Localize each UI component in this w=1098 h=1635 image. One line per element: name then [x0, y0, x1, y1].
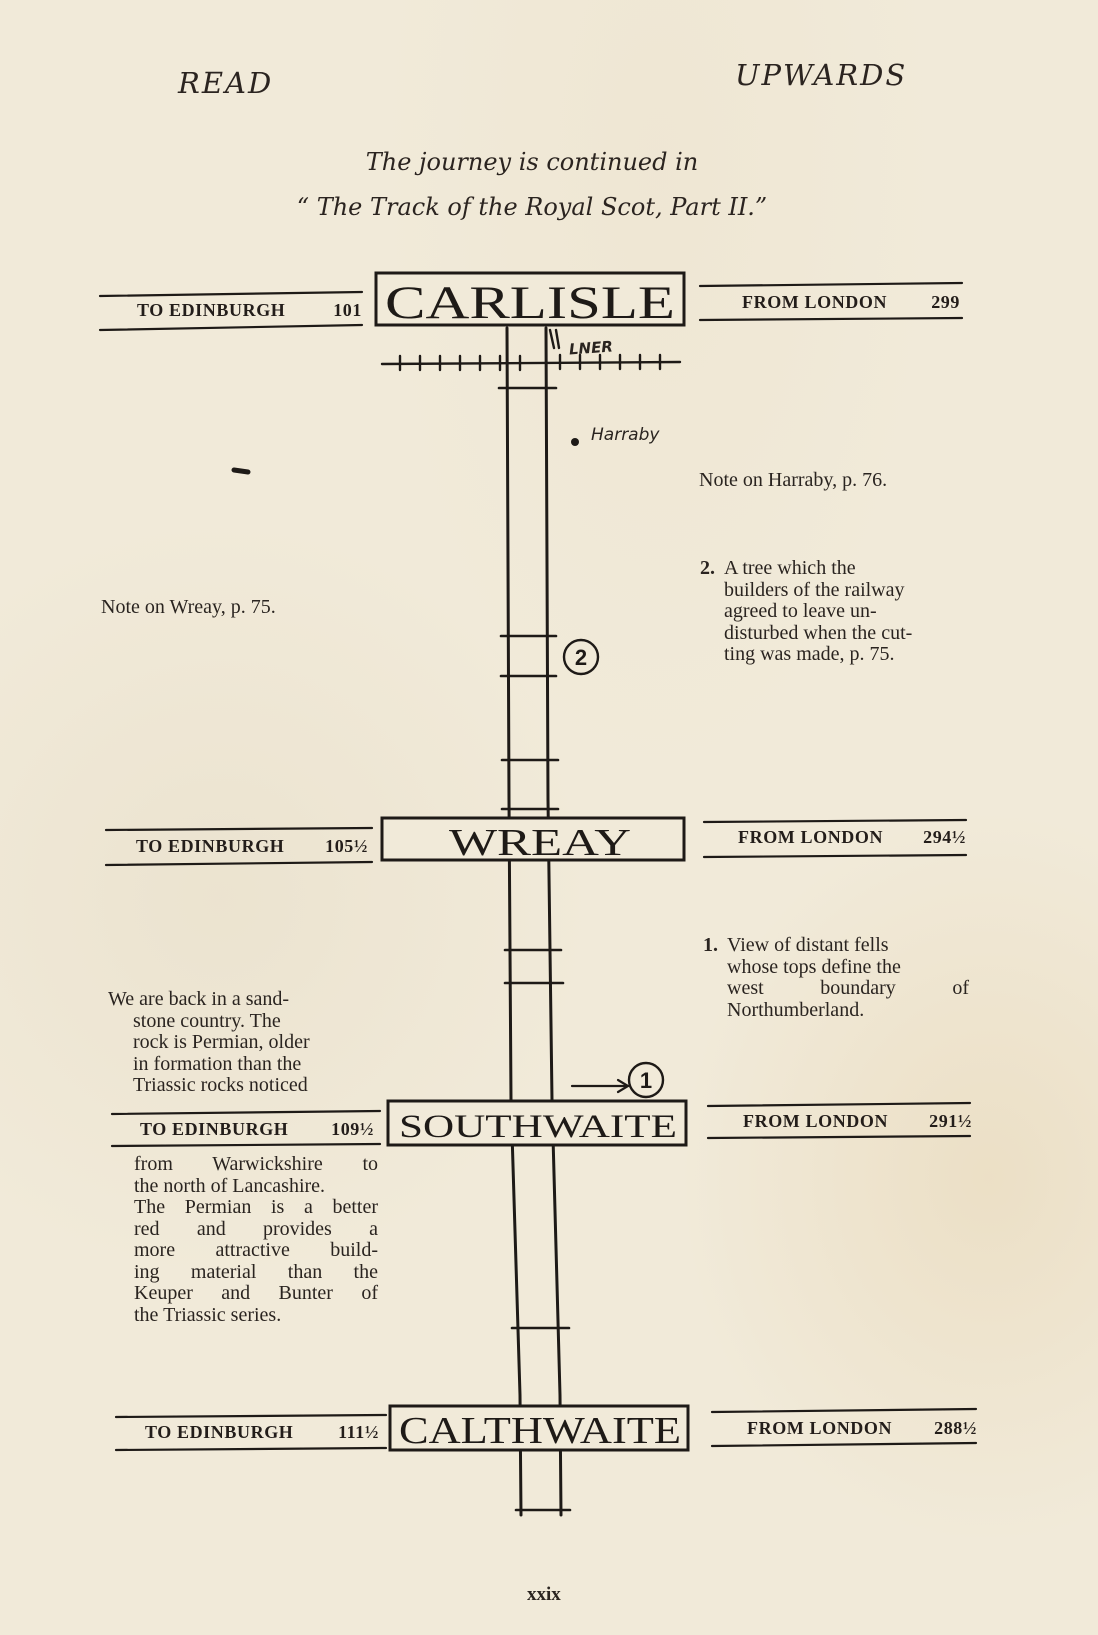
note-sandstone-line: red and provides a	[134, 1217, 378, 1240]
railway-track	[507, 328, 561, 1515]
note-sandstone-line: stone country. The	[133, 1009, 281, 1032]
to-edinburgh-label: TO EDINBURGH	[136, 836, 285, 856]
harraby-label: Harraby	[591, 425, 660, 445]
note-sandstone-line: Keuper and Bunter of	[134, 1282, 378, 1304]
from-london-miles: 291½	[929, 1111, 972, 1131]
southwaite-from-london	[743, 1111, 972, 1135]
note-tree-number: 2.	[700, 557, 715, 579]
from-london-miles: 294½	[923, 827, 966, 847]
note-tree-line: disturbed when the cut-	[724, 621, 913, 644]
from-london-miles: 299	[931, 292, 960, 312]
note-harraby: Note on Harraby, p. 76.	[699, 469, 888, 491]
note-fells-line: Northumberland.	[727, 998, 865, 1021]
wreay-to-edinburgh	[136, 836, 368, 860]
note-sandstone-line: from Warwickshire to	[134, 1153, 378, 1175]
calthwaite-to-edinburgh	[145, 1422, 379, 1446]
note-sandstone-line: Triassic rocks noticed	[133, 1074, 308, 1096]
to-edinburgh-miles: 101	[333, 300, 362, 320]
note-tree-line: builders of the railway	[724, 578, 905, 601]
note-fells-number: 1.	[703, 934, 718, 956]
wreay-from-london	[738, 827, 966, 851]
to-edinburgh-miles: 111½	[338, 1422, 379, 1442]
note-fells-line: west boundary of	[727, 977, 969, 999]
note-sandstone-line: rock is Permian, older	[133, 1031, 310, 1053]
station-name-wreay: WREAY	[449, 822, 631, 864]
carlisle-to-edinburgh	[137, 300, 362, 324]
from-london-label: FROM LONDON	[747, 1418, 893, 1438]
to-edinburgh-label: TO EDINBURGH	[140, 1119, 289, 1139]
page-number: xxix	[527, 1584, 561, 1605]
from-london-miles: 288½	[934, 1418, 977, 1438]
ink-speck	[234, 470, 248, 472]
note-tree-line: A tree which the	[724, 557, 856, 579]
lner-label: LNER	[568, 337, 614, 359]
note-sandstone-upper	[108, 989, 376, 1097]
station-name-southwaite: SOUTHWAITE	[399, 1109, 677, 1145]
note-tree	[700, 558, 965, 666]
from-london-label: FROM LONDON	[742, 292, 888, 312]
station-name-carlisle: CARLISLE	[385, 277, 675, 329]
note-sandstone-line: We are back in a sand-	[108, 988, 290, 1010]
harraby-dot	[571, 438, 579, 446]
note-sandstone-line: the Triassic series.	[134, 1303, 282, 1326]
note-sandstone-line: in formation than the	[133, 1052, 302, 1075]
station-name-calthwaite: CALTHWAITE	[399, 1410, 681, 1452]
note-fells-line: whose tops define the	[727, 955, 901, 978]
calthwaite-from-london	[747, 1418, 977, 1442]
from-london-label: FROM LONDON	[738, 827, 884, 847]
from-london-label: FROM LONDON	[743, 1111, 889, 1131]
to-edinburgh-miles: 109½	[331, 1119, 374, 1139]
to-edinburgh-miles: 105½	[325, 836, 368, 856]
to-edinburgh-label: TO EDINBURGH	[145, 1422, 294, 1442]
note-sandstone-line: the north of Lancashire.	[134, 1174, 326, 1197]
to-edinburgh-label: TO EDINBURGH	[137, 300, 286, 320]
note-tree-line: ting was made, p. 75.	[724, 643, 895, 665]
note-wreay: Note on Wreay, p. 75.	[101, 596, 276, 618]
southwaite-to-edinburgh	[140, 1119, 374, 1143]
intro-line-1: The journey is continued in	[365, 148, 699, 176]
marker-2-label: 2	[574, 645, 588, 670]
note-sandstone-line: The Permian is a better	[134, 1196, 378, 1218]
note-sandstone-line: more attractive build-	[134, 1239, 378, 1261]
note-fells-line: View of distant fells	[727, 934, 889, 956]
intro-line-2: “ The Track of the Royal Scot, Part II.”	[296, 193, 768, 221]
note-tree-line: agreed to leave un-	[724, 600, 877, 622]
note-fells	[703, 935, 969, 1021]
carlisle-from-london	[742, 292, 960, 316]
lner-line	[382, 330, 680, 370]
note-sandstone-lower	[134, 1154, 378, 1326]
marker-1-label: 1	[639, 1068, 653, 1093]
note-sandstone-line: ing material than the	[134, 1260, 378, 1283]
header-upwards: UPWARDS	[735, 58, 908, 92]
header-read: READ	[178, 66, 274, 100]
